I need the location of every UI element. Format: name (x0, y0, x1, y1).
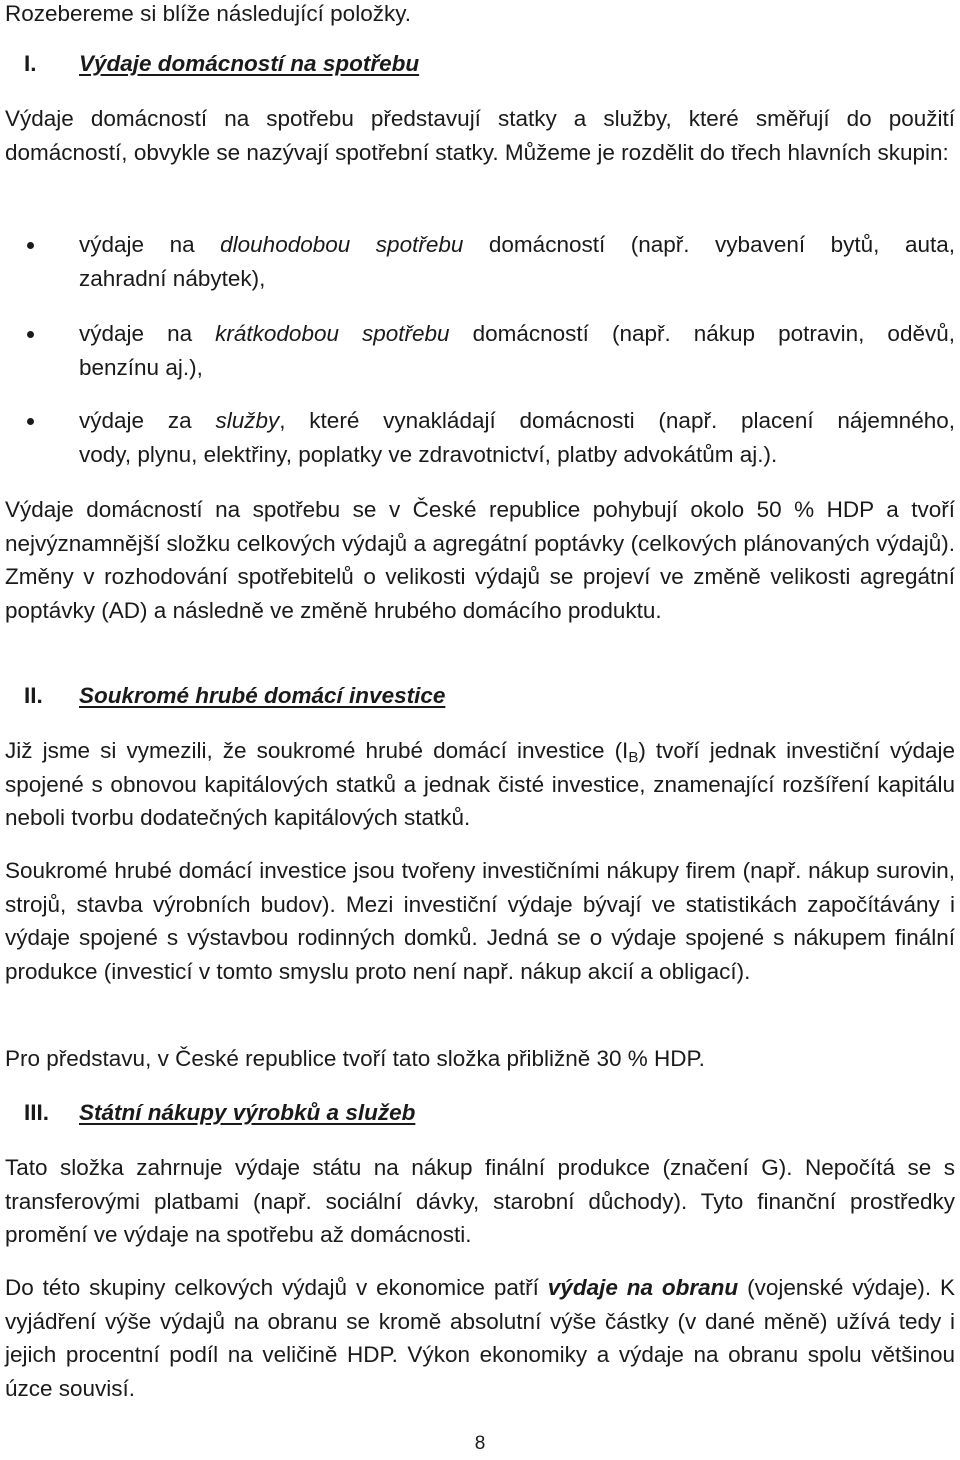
page-number: 8 (474, 1433, 486, 1454)
list-item-text: výdaje na dlouhodobou spotřebu domácností (např. vybavení bytů, auta, zahradní nábytek), (79, 232, 955, 291)
paragraph: Tato složka zahrnuje výdaje státu na nákup finální produkce (značení G). Nepočítá se s transferovými platbami (např. sociální dávky, starobní důchody). Tyto finanční prostředky promění ve výdaje na spotřebu až domácnosti. (5, 1155, 955, 1247)
section-title: Výdaje domácností na spotřebu (79, 51, 420, 76)
paragraph: Do této skupiny celkových výdajů v ekonomice patří výdaje na obranu (vojenské výdaje). K vyjádření výše výdajů na obranu se kromě absolutní výše částky (v dané měně) užívá tedy i jejich procentní podíl na veličině HDP. Výkon ekonomiky a výdaje na obranu spolu většinou úzce souvisí. (5, 1275, 956, 1401)
list-item-text: výdaje za služby, které vynakládají domácnosti (např. placení nájemného, vody, plynu, elektřiny, poplatky ve zdravotnictví, platby advokátům aj.). (79, 408, 955, 467)
paragraph: Pro představu, v České republice tvoří tato složka přibližně 30 % HDP. (5, 1046, 705, 1071)
paragraph: Výdaje domácností na spotřebu se v České republice pohybují okolo 50 % HDP a tvoří nejvýznamnější složku celkových výdajů a agregátní poptávky (celkových plánovaných výdajů). Změny v rozhodování spotřebitelů o velikosti výdajů se projeví ve změně velikosti agregátní poptávky (AD) a následně ve změně hrubého domácího produktu. (5, 497, 955, 623)
paragraph: Již jsme si vymezili, že soukromé hrubé domácí investice $(I_B)$ tvoří jednak investiční výdaje spojené s obnovou kapitálových statků a jednak čisté investice, znamenající rozšíření kapitálu neboli tvorbu dodatečných kapitálových statků. (5, 738, 955, 830)
section-number: III. (24, 1100, 50, 1125)
bullet-icon (27, 418, 34, 425)
paragraph: Soukromé hrubé domácí investice jsou tvořeny investičními nákupy firem (např. nákup surovin, strojů, stavba výrobních budov). Mezi investiční výdaje bývají ve statistikách započítávány i výdaje spojené s výstavbou rodinných domků. Jedná se o výdaje spojené s nákupem finální produkce (investicí v tomto smyslu proto není např. nákup akcií a obligací). (5, 858, 955, 984)
list-item-text: výdaje na krátkodobou spotřebu domácností (např. nákup potravin, oděvů, benzínu aj.), (79, 321, 955, 380)
section-title: Státní nákupy výrobků a služeb (79, 1100, 416, 1125)
section-number: II. (24, 683, 43, 708)
section-number: I. (24, 51, 37, 76)
section-title: Soukromé hrubé domácí investice (79, 683, 446, 708)
bullet-icon (27, 331, 34, 338)
paragraph: Výdaje domácností na spotřebu představují statky a služby, které směřují do použití domácností, obvykle se nazývají spotřební statky. Můžeme je rozdělit do třech hlavních skupin: (5, 106, 955, 165)
intro-text: Rozebereme si blíže následující položky. (5, 1, 412, 26)
bullet-icon (27, 242, 34, 249)
